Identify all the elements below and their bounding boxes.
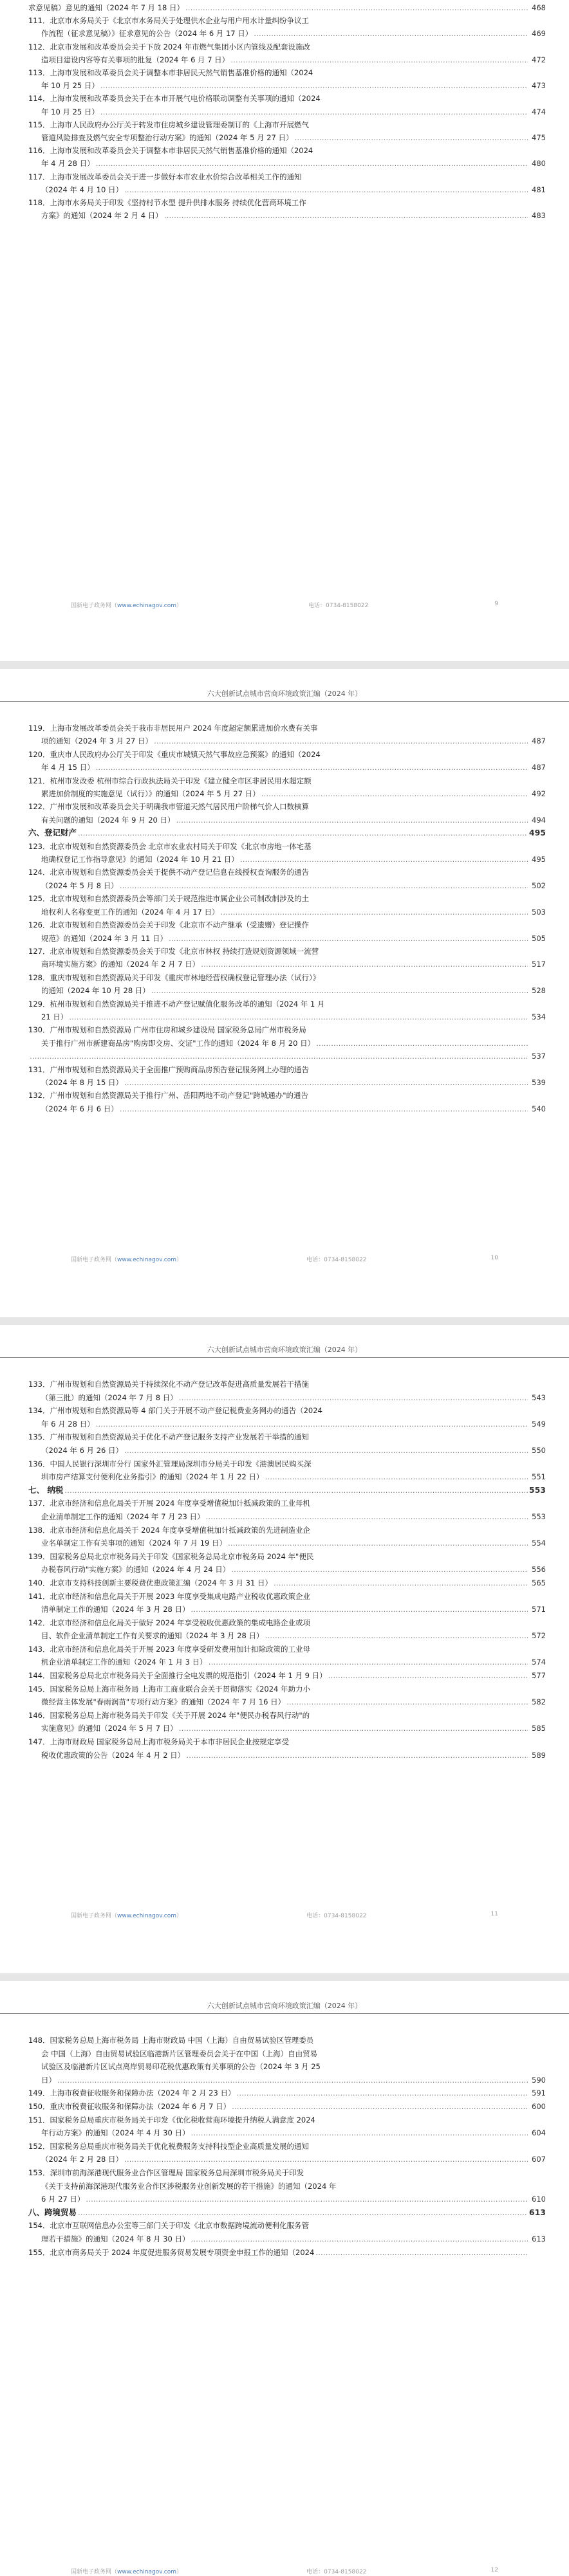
toc-entry-text: 清单制定工作的通知（2024 年 3 月 28 日） bbox=[41, 1605, 190, 1614]
footer-url[interactable]: www.echinagov.com bbox=[117, 603, 176, 609]
toc-entry[interactable] bbox=[28, 1404, 546, 1430]
toc-page-number: 571 bbox=[532, 1605, 546, 1614]
footer-page-number: 9 bbox=[494, 601, 498, 607]
dot-leader bbox=[96, 1418, 528, 1431]
dot-leader bbox=[64, 1484, 528, 1497]
toc-entry[interactable] bbox=[28, 1023, 546, 1050]
toc-entry-text: 141．北京市经济和信息化局关于开展 2023 年度享受集成电路产业税收优惠政策企业 bbox=[28, 1591, 311, 1601]
footer-url[interactable]: www.echinagov.com bbox=[117, 1913, 176, 1919]
toc-entry-list bbox=[28, 1, 546, 222]
toc-page-number: 543 bbox=[532, 1393, 546, 1402]
toc-entry-text: 136．中国人民银行深圳市分行 国家外汇管理局深圳市分局关于印发《港澳居民购买深 bbox=[28, 1459, 312, 1468]
toc-page-number: 487 bbox=[532, 736, 546, 746]
toc-entry-text: 目、软件企业清单制定工作有关要求的通知（2024 年 3 月 28 日） bbox=[41, 1631, 264, 1641]
toc-entry-text: 152．国家税务总局重庆市税务局关于优化税费服务支持科技型企业高质量发展的通知 bbox=[28, 2141, 309, 2151]
dot-leader bbox=[185, 1, 528, 14]
dot-leader bbox=[69, 1010, 528, 1023]
toc-page-number: 540 bbox=[532, 1104, 546, 1113]
toc-entry-text: 七、 纳税 bbox=[28, 1484, 64, 1495]
toc-entry[interactable] bbox=[28, 1709, 546, 1735]
dot-leader bbox=[328, 1669, 528, 1683]
dot-leader bbox=[154, 735, 528, 747]
toc-entry[interactable] bbox=[28, 1089, 546, 1115]
toc-entry-text: 138．北京市经济和信息化局关于 2024 年度享受增值税加计抵减政策的先进制造业企 bbox=[28, 1525, 311, 1535]
page-header: 六大创新试点城市营商环境政策汇编（2024 年） bbox=[0, 2000, 569, 2014]
toc-page-number: 473 bbox=[532, 81, 546, 91]
toc-entry-text: 办税春风行动"实施方案》的通知（2024 年 4 月 24 日） bbox=[41, 1565, 230, 1575]
toc-page-number: 495 bbox=[532, 855, 546, 864]
toc-entry-text: 八、跨境贸易 bbox=[28, 2207, 77, 2217]
toc-entry-text: 119．上海市发展改革委员会关于我市非居民用户 2024 年度超定额累进加价水费有关事 bbox=[28, 724, 318, 733]
footer-url[interactable]: www.echinagov.com bbox=[117, 1257, 176, 1263]
page-footer bbox=[71, 2567, 498, 2576]
toc-page-number: 505 bbox=[532, 933, 546, 943]
toc-entry[interactable] bbox=[28, 1524, 546, 1550]
dot-leader bbox=[209, 1656, 528, 1669]
toc-page-number: 528 bbox=[532, 986, 546, 996]
toc-page-number: 503 bbox=[532, 907, 546, 917]
toc-page-number: 537 bbox=[532, 1052, 546, 1061]
footer-page-number: 10 bbox=[490, 1255, 498, 1261]
toc-entry-text: 146．国家税务总局上海市税务局关于印发《关于开展 2024 年"便民办税春风行动"的 bbox=[28, 1710, 310, 1720]
toc-entry[interactable] bbox=[28, 66, 546, 92]
toc-page-number: 577 bbox=[532, 1671, 546, 1681]
toc-page-number: 590 bbox=[532, 2075, 546, 2085]
toc-entry-text: 114．上海市发展和改革委员会关于在本市开展气电价格联动调整有关事项的通知（2024 bbox=[28, 94, 321, 104]
dot-leader bbox=[169, 932, 528, 945]
toc-entry-text: 133．广州市规划和自然资源局关于持续深化不动产登记改革促进高质量发展若干措施 bbox=[28, 1380, 309, 1389]
toc-section-heading[interactable] bbox=[28, 1484, 546, 1497]
toc-entry[interactable] bbox=[28, 1497, 546, 1523]
toc-entry-text: 149．上海市税费征收服务和保障办法（2024 年 2 月 23 日） bbox=[28, 2088, 236, 2098]
toc-page-number: 495 bbox=[528, 828, 546, 838]
toc-entry-text: 管道风险排查及燃气安全专项整治行动方案》的通知（2024 年 5 月 27 日） bbox=[41, 133, 294, 143]
dot-leader bbox=[232, 2100, 528, 2114]
dot-leader bbox=[96, 157, 528, 170]
toc-entry-text: 147．上海市财政局 国家税务总局上海市税务局关于本市非居民企业按规定享受 bbox=[28, 1737, 290, 1747]
footer-phone: 电话：0734-8158022 bbox=[306, 2569, 367, 2575]
toc-entry-text: （2024 年 6 月 26 日） bbox=[41, 1445, 123, 1455]
dot-leader bbox=[206, 1510, 528, 1524]
page-footer bbox=[71, 1255, 498, 1264]
toc-entry-text: 137．北京市经济和信息化局关于开展 2024 年度享受增值税加计抵减政策的工业母机 bbox=[28, 1499, 311, 1508]
toc-entry-text: 日） bbox=[41, 2075, 56, 2085]
toc-page-number: 574 bbox=[532, 1658, 546, 1667]
toc-entry-text: 年 4 月 15 日） bbox=[41, 763, 95, 772]
toc-entry-text: （2024 年 2 月 28 日） bbox=[41, 2155, 123, 2164]
toc-page-number: 572 bbox=[532, 1631, 546, 1641]
dot-leader bbox=[124, 1076, 528, 1089]
toc-entry[interactable] bbox=[28, 92, 546, 118]
toc-entry-text: 124．北京市规划和自然资源委员会关于提供不动产登记信息在线授权查询服务的通告 bbox=[28, 868, 309, 877]
toc-entry[interactable] bbox=[28, 1050, 546, 1063]
toc-page-number: 480 bbox=[532, 159, 546, 169]
toc-entry[interactable] bbox=[28, 14, 546, 40]
toc-entry[interactable] bbox=[28, 41, 546, 66]
toc-entry-text: 理若干措施》的通知（2024 年 8 月 30 日） bbox=[41, 2234, 190, 2243]
dot-leader bbox=[176, 814, 528, 827]
toc-page-number: 483 bbox=[532, 211, 546, 221]
toc-entry-text: 有关问题的通知（2024 年 9 月 20 日） bbox=[41, 815, 175, 825]
toc-entry[interactable] bbox=[28, 2114, 546, 2140]
dot-leader bbox=[315, 2246, 528, 2260]
toc-entry-text: 商环境实施方案》的通知（2024 年 2 月 7 日） bbox=[41, 960, 200, 969]
dot-leader bbox=[228, 1537, 528, 1550]
toc-entry[interactable] bbox=[28, 722, 546, 748]
toc-entry-text: （2024 年 6 月 6 日） bbox=[41, 1104, 118, 1113]
dot-leader bbox=[261, 787, 528, 800]
footer-publisher: 国新电子政务网（www.echinagov.com） bbox=[71, 603, 183, 609]
toc-entry[interactable] bbox=[28, 1669, 546, 1683]
toc-page-number: 553 bbox=[532, 1512, 546, 1521]
toc-page-number: 468 bbox=[532, 3, 546, 12]
footer-page-number: 11 bbox=[490, 1911, 498, 1917]
toc-entry-text: 155．北京市商务局关于 2024 年度促进服务贸易发展专项资金申报工作的通知（2024 bbox=[28, 2247, 315, 2257]
dot-leader bbox=[191, 2126, 528, 2140]
toc-entry[interactable] bbox=[28, 2034, 546, 2087]
toc-page-number: 565 bbox=[532, 1578, 546, 1587]
toc-page-number: 604 bbox=[532, 2128, 546, 2138]
toc-page-number: 474 bbox=[532, 107, 546, 116]
dot-leader bbox=[151, 984, 528, 997]
toc-entry-text: 113．上海市发展和改革委员会关于调整本市非居民天然气销售基准价格的通知（2024 bbox=[28, 68, 313, 78]
toc-page-number: 549 bbox=[532, 1419, 546, 1429]
footer-url[interactable]: www.echinagov.com bbox=[117, 2569, 176, 2575]
toc-entry-list bbox=[28, 722, 546, 1115]
dot-leader bbox=[286, 1695, 528, 1709]
toc-entry-text: 117．上海市发展改革委员会关于进一步做好本市农业水价综合改革相关工作的通知 bbox=[28, 172, 302, 181]
toc-entry-text: （第三批）的通知（2024 年 7 月 8 日） bbox=[41, 1393, 178, 1402]
toc-entry-text: 6 月 27 日） bbox=[41, 2195, 85, 2204]
dot-leader bbox=[231, 1563, 528, 1576]
dot-leader bbox=[240, 853, 528, 866]
dot-leader bbox=[124, 2153, 528, 2166]
toc-page-number: 539 bbox=[532, 1077, 546, 1087]
toc-entry-text: 作流程（征求意见稿）》征求意见的公告（2024 年 6 月 17 日） bbox=[41, 29, 253, 39]
toc-entry-text: 150．重庆市税费征收服务和保障办法（2024 年 6 月 7 日） bbox=[28, 2101, 231, 2111]
dot-leader bbox=[274, 1576, 528, 1590]
toc-page-number: 582 bbox=[532, 1697, 546, 1707]
dot-leader bbox=[230, 53, 528, 66]
dot-leader bbox=[265, 1629, 528, 1643]
toc-entry[interactable] bbox=[28, 998, 546, 1024]
toc-page-number: 494 bbox=[532, 815, 546, 825]
dot-leader bbox=[120, 1102, 528, 1115]
dot-leader bbox=[179, 1722, 528, 1735]
toc-page-number: 492 bbox=[532, 789, 546, 799]
toc-entry[interactable] bbox=[28, 945, 546, 971]
toc-entry-text: 121．杭州市发改委 杭州市综合行政执法局关于印发《建立健全市区非居民用水超定额 bbox=[28, 776, 312, 785]
footer-page-number: 12 bbox=[490, 2567, 498, 2573]
toc-entry-text: 111．北京市水务局关于《北京市水务局关于处理供水企业与用户用水计量纠纷争议工 bbox=[28, 16, 309, 26]
toc-entry[interactable] bbox=[28, 196, 546, 222]
toc-entry-text: 128．重庆市规划和自然资源局关于印发《重庆市林地经营权确权登记管理办法（试行）》 bbox=[28, 973, 321, 982]
toc-entry-text: 118．上海市水务局关于印发《坚持村节水型 提升供排水服务 持续优化营商环境工作 bbox=[28, 198, 306, 208]
toc-entry-text: 关于推行广州市新建商品房"购房即交房、交证"工作的通知（2024 年 8 月 20 日） bbox=[41, 1038, 315, 1048]
toc-section-heading[interactable] bbox=[28, 827, 546, 839]
dot-leader bbox=[78, 827, 528, 839]
page-footer bbox=[71, 601, 498, 610]
toc-entry[interactable] bbox=[28, 2087, 546, 2100]
toc-entry-text: （2024 年 4 月 10 日） bbox=[41, 185, 123, 194]
toc-entry-list bbox=[28, 1378, 546, 1762]
toc-entry-text: 税收优惠政策的公告（2024 年 4 月 2 日） bbox=[41, 1750, 185, 1760]
toc-page-number: 554 bbox=[532, 1539, 546, 1548]
toc-entry-text: 累进加价制度的实施意见（试行）》的通知（2024 年 5 月 27 日） bbox=[41, 789, 260, 799]
toc-entry[interactable] bbox=[28, 2140, 546, 2166]
toc-entry[interactable] bbox=[28, 1735, 546, 1762]
page-header: 六大创新试点城市营商环境政策汇编（2024 年） bbox=[0, 688, 569, 702]
toc-entry[interactable] bbox=[28, 1683, 546, 1709]
dot-leader bbox=[254, 27, 528, 40]
toc-page-number: 469 bbox=[532, 29, 546, 39]
toc-entry-text: 年行动方案》的通知（2024 年 4 月 30 日） bbox=[41, 2128, 190, 2138]
toc-page-number: 534 bbox=[532, 1012, 546, 1021]
toc-entry-text: 143．北京市经济和信息化局关于开展 2023 年度享受研发费用加计扣除政策的工业母 bbox=[28, 1644, 311, 1654]
toc-entry-text: 145．国家税务总局上海市税务局 上海市工商业联合会关于贯彻落实《2024 年助力小 bbox=[28, 1684, 311, 1694]
toc-entry[interactable] bbox=[28, 1063, 546, 1090]
toc-entry-text: 123．北京市规划和自然资源委员会 北京市农业农村局关于印发《北京市房地一体宅基 bbox=[28, 841, 312, 851]
toc-entry-text: 项的通知（2024 年 3 月 27 日） bbox=[41, 736, 153, 746]
toc-entry[interactable] bbox=[28, 2219, 546, 2245]
toc-page-number: 487 bbox=[532, 763, 546, 772]
toc-page-number: 550 bbox=[532, 1445, 546, 1455]
toc-entry[interactable] bbox=[28, 971, 546, 998]
toc-page-number: 610 bbox=[532, 2195, 546, 2204]
toc-entry-text: 年 4 月 28 日） bbox=[41, 159, 95, 169]
toc-entry[interactable] bbox=[28, 2100, 546, 2114]
toc-page-number: 600 bbox=[532, 2101, 546, 2111]
toc-entry[interactable] bbox=[28, 918, 546, 945]
toc-entry-text: 业名单制定工作有关事项的通知（2024 年 7 月 19 日） bbox=[41, 1539, 227, 1548]
toc-section-heading[interactable] bbox=[28, 2206, 546, 2220]
page-header: 六大创新试点城市营商环境政策汇编（2024 年） bbox=[0, 1344, 569, 1358]
toc-entry[interactable] bbox=[28, 748, 546, 774]
dot-leader bbox=[179, 1391, 528, 1405]
toc-entry-text: 116．上海市发展和改革委员会关于调整本市非居民天然气销售基准价格的通知（2024 bbox=[28, 146, 313, 156]
toc-entry-text: 年 10 月 25 日） bbox=[41, 81, 99, 91]
dot-leader bbox=[30, 1050, 528, 1063]
toc-entry[interactable] bbox=[28, 840, 546, 866]
toc-page-number: 475 bbox=[532, 133, 546, 143]
toc-page-number: 585 bbox=[532, 1724, 546, 1733]
toc-entry-text: 企业清单制定工作的通知（2024 年 7 月 23 日） bbox=[41, 1512, 205, 1521]
toc-entry-text: 131．广州市规划和自然资源局关于全面推广预购商品房预告登记服务网上办理的通告 bbox=[28, 1064, 309, 1074]
dot-leader bbox=[100, 79, 528, 92]
toc-entry[interactable] bbox=[28, 144, 546, 170]
footer-phone: 电话：0734-8158022 bbox=[306, 1257, 367, 1263]
footer-publisher: 国新电子政务网（www.echinagov.com） bbox=[71, 1913, 183, 1919]
toc-entry-text: 115．上海市人民政府办公厅关于转发市住房城乡建设管理委制订的《上海市开展燃气 bbox=[28, 120, 309, 129]
toc-entry[interactable] bbox=[28, 1378, 546, 1404]
toc-entry-text: 126．北京市规划和自然资源委员会关于印发《北京市不动产继承（受遗赠）登记操作 bbox=[28, 920, 309, 930]
toc-entry-text: 129．杭州市规划和自然资源局关于推进不动产登记赋值化服务改革的通知（2024 年 1 月 bbox=[28, 999, 325, 1009]
toc-entry[interactable] bbox=[28, 1550, 546, 1576]
footer-phone: 电话：0734-8158022 bbox=[306, 1913, 367, 1919]
toc-entry-text: 127．北京市规划和自然资源委员会关于印发《北京市林权 持续打造规划资源领域一流营 bbox=[28, 946, 319, 956]
toc-entry-text: 144．国家税务总局北京市税务局关于全面推行全电发票的规范指引（2024 年 1 月 9 日） bbox=[28, 1671, 327, 1681]
toc-entry[interactable] bbox=[28, 2166, 546, 2206]
toc-entry-text: 134．广州市规划和自然资源局等 4 部门关于开展不动产登记税费业务网办的通告（2024 bbox=[28, 1406, 322, 1416]
toc-page-number: 551 bbox=[532, 1472, 546, 1482]
toc-page-number: 517 bbox=[532, 960, 546, 969]
toc-page-number: 589 bbox=[532, 1750, 546, 1760]
dot-leader bbox=[236, 2087, 528, 2100]
toc-entry-text: 153．深圳市前海深港现代服务业合作区管理局 国家税务总局深圳市税务局关于印发 bbox=[28, 2168, 304, 2177]
toc-entry-text: 方案》的通知（2024 年 2 月 4 日） bbox=[41, 211, 163, 221]
dot-leader bbox=[201, 958, 528, 971]
toc-entry-text: 122．广州市发展和改革委员会关于明确我市管道天然气居民用户阶梯气价人口数核算 bbox=[28, 802, 309, 812]
dot-leader bbox=[100, 105, 528, 118]
toc-entry[interactable] bbox=[28, 1576, 546, 1590]
toc-entry-text: 《关于支持前海深港现代服务业合作区涉税服务业创新发展的若干措施》的通知（2024 年 bbox=[41, 2181, 337, 2191]
toc-entry[interactable] bbox=[28, 892, 546, 918]
dot-leader bbox=[86, 2193, 528, 2206]
dot-leader bbox=[124, 1444, 528, 1457]
toc-entry-text: 会 中国（上海）自由贸易试验区临港新片区管理委员会关于在中国（上海）自由贸易 bbox=[41, 2049, 318, 2058]
toc-entry-text: 圳市房产结算支付便利化业务指引》的通知（2024 年 1 月 22 日） bbox=[41, 1472, 264, 1482]
toc-entry-text: 154．北京市互联网信息办公室等三部门关于印发《北京市数据跨境流动便利化服务管 bbox=[28, 2221, 309, 2231]
toc-entry-text: 微经营主体发展"春雨润苗"专项行动方案》的通知（2024 年 7 月 16 日） bbox=[41, 1697, 286, 1707]
toc-entry[interactable] bbox=[28, 1430, 546, 1457]
toc-entry[interactable] bbox=[28, 1457, 546, 1484]
dot-leader bbox=[316, 1037, 528, 1050]
dot-leader bbox=[164, 209, 528, 222]
toc-entry-text: 148．国家税务总局上海市税务局 上海市财政局 中国（上海）自由贸易试验区管理委员 bbox=[28, 2036, 314, 2045]
toc-entry-list bbox=[28, 2034, 546, 2259]
toc-entry-text: 地权利人名称变更工作的通知（2024 年 4 月 17 日） bbox=[41, 907, 219, 917]
toc-entry[interactable] bbox=[28, 866, 546, 892]
toc-entry-text: 140．北京市支持科技创新主要税费优惠政策汇编（2024 年 3 月 31 日） bbox=[28, 1578, 272, 1587]
toc-entry[interactable] bbox=[28, 1, 546, 14]
toc-entry-text: 求意见稿）意见的通知（2024 年 7 月 18 日） bbox=[28, 3, 184, 12]
dot-leader bbox=[191, 2233, 528, 2246]
toc-entry-text: 130．广州市规划和自然资源局 广州市住房和城乡建设局 国家税务总局广州市税务局 bbox=[28, 1025, 306, 1035]
footer-publisher: 国新电子政务网（www.echinagov.com） bbox=[71, 2569, 183, 2575]
toc-entry-text: 试验区及临港新片区试点离岸贸易印花税优惠政策有关事项的公告（2024 年 3 月 25 bbox=[41, 2062, 321, 2072]
dot-leader bbox=[191, 1603, 528, 1616]
page-footer bbox=[71, 1911, 498, 1920]
toc-entry-text: 139．国家税务总局北京市税务局关于印发《国家税务总局北京市税务局 2024 年"便民 bbox=[28, 1551, 314, 1561]
dot-leader bbox=[295, 131, 528, 144]
toc-page-number: 553 bbox=[528, 1484, 546, 1495]
toc-entry[interactable] bbox=[28, 1643, 546, 1669]
toc-page-number: 613 bbox=[528, 2207, 546, 2217]
toc-entry-text: 地确权登记工作指导意见》的通知（2024 年 10 月 21 日） bbox=[41, 855, 239, 864]
toc-entry-text: 120．重庆市人民政府办公厅关于印发《重庆市城镇天然气事故应急预案》的通知（2024 bbox=[28, 749, 321, 759]
toc-entry[interactable] bbox=[28, 118, 546, 144]
dot-leader bbox=[221, 906, 528, 918]
toc-page-number: 472 bbox=[532, 55, 546, 64]
toc-page-number: 607 bbox=[532, 2155, 546, 2164]
toc-entry-text: 的通知（2024 年 10 月 28 日） bbox=[41, 986, 150, 996]
toc-entry-text: 125．北京市规划和自然资源委员会等部门关于规范推进市属企业公司制改制涉及的土 bbox=[28, 894, 309, 904]
toc-entry[interactable] bbox=[28, 800, 546, 827]
dot-leader bbox=[96, 761, 528, 774]
toc-entry-text: （2024 年 8 月 15 日） bbox=[41, 1077, 123, 1087]
toc-entry-text: 132．广州市规划和自然资源局关于推行广州、岳阳两地不动产登记"跨城通办"的通告 bbox=[28, 1091, 309, 1101]
toc-entry[interactable] bbox=[28, 774, 546, 801]
toc-entry-text: 151．国家税务总局重庆市税务局关于印发《优化税收营商环境提升纳税人满意度 2024 bbox=[28, 2115, 315, 2124]
toc-entry-text: 六、登记财产 bbox=[28, 828, 77, 838]
dot-leader bbox=[265, 1470, 528, 1484]
toc-entry-text: 年 10 月 25 日） bbox=[41, 107, 99, 116]
dot-leader bbox=[186, 1749, 528, 1762]
toc-entry-text: 142．北京市经济和信息化局关于做好 2024 年享受税收优惠政策的集成电路企业或项 bbox=[28, 1618, 311, 1627]
toc-entry-text: 135．广州市规划和自然资源局关于优化不动产登记服务支持产业发展若干举措的通知 bbox=[28, 1432, 309, 1442]
toc-entry-text: 规范》的通知（2024 年 3 月 11 日） bbox=[41, 933, 167, 943]
dot-leader bbox=[124, 183, 528, 196]
toc-page-number: 502 bbox=[532, 881, 546, 890]
toc-page-number: 591 bbox=[532, 2088, 546, 2098]
toc-entry[interactable] bbox=[28, 170, 546, 196]
toc-entry-text: 机企业清单制定工作的通知（2024 年 1 月 3 日） bbox=[41, 1658, 207, 1667]
toc-entry-text: 实施意见》的通知（2024 年 5 月 7 日） bbox=[41, 1724, 178, 1733]
toc-page-number: 556 bbox=[532, 1565, 546, 1575]
footer-phone: 电话：0734-8158022 bbox=[308, 603, 369, 609]
toc-entry[interactable] bbox=[28, 1616, 546, 1643]
toc-entry[interactable] bbox=[28, 1590, 546, 1616]
toc-page-number: 613 bbox=[532, 2234, 546, 2243]
toc-entry-text: 21 日） bbox=[41, 1012, 68, 1021]
footer-publisher: 国新电子政务网（www.echinagov.com） bbox=[71, 1257, 183, 1263]
toc-entry-text: 造项目建设内容等有关事项的批复（2024 年 6 月 7 日） bbox=[41, 55, 230, 64]
dot-leader bbox=[78, 2206, 528, 2220]
toc-page-number: 481 bbox=[532, 185, 546, 194]
dot-leader bbox=[120, 879, 528, 892]
toc-entry-text: （2024 年 5 月 8 日） bbox=[41, 881, 118, 890]
toc-entry-text: 112．北京市发展和改革委员会关于下放 2024 年市燃气集团小区内管线及配套设施改 bbox=[28, 42, 311, 51]
dot-leader bbox=[57, 2074, 528, 2087]
toc-entry[interactable] bbox=[28, 2246, 546, 2260]
toc-entry-text: 年 6 月 28 日） bbox=[41, 1419, 95, 1429]
